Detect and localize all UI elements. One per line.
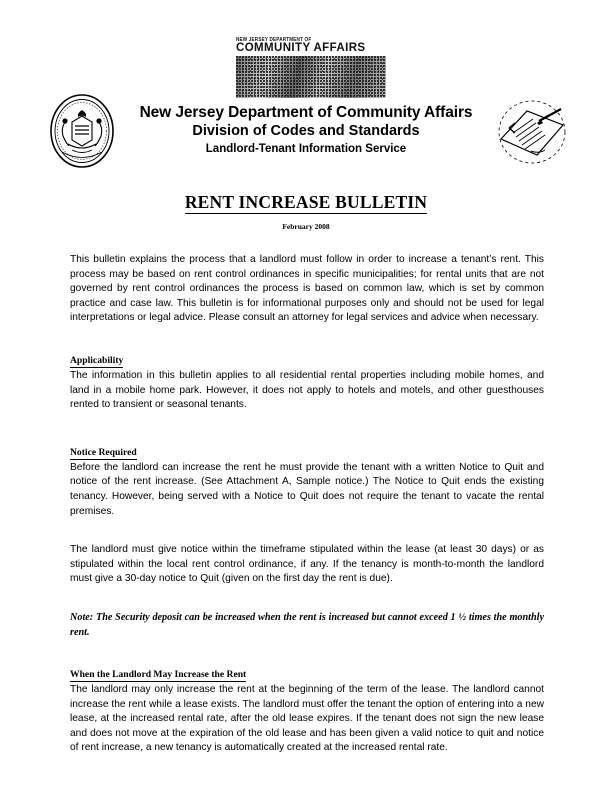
section-heading: Notice Required [70, 446, 137, 458]
agency-service: Landlord-Tenant Information Service [205, 143, 407, 155]
section-notice-required-paragraph-2: The landlord must give notice within the timeframe stipulated within the lease (at least 30 days) or as stipulated within the local rent control ordinance, if any. If the tenancy is month-to-month the landlord must give a 30-day notice to Quit (given on the first day the rent is due). [70, 544, 544, 585]
agency-name: New Jersey Department of Community Affairs [139, 104, 473, 121]
nj-state-seal-icon [48, 92, 116, 170]
section-applicability-paragraph: The information in this bulletin applies to all residential rental properties including mobile homes, and land in a mobile home park. However, it does not apply to hotels and motels, and other guesthouses rented to transient or seasonal tenants. [70, 369, 544, 411]
section-applicability-header [70, 350, 544, 368]
bulletin-title [0, 192, 612, 213]
section-spacer [70, 426, 544, 442]
dca-logo [236, 36, 386, 98]
dca-logo-line1: NEW JERSEY DEPARTMENT OF [236, 36, 312, 43]
lease-signing-illustration-icon [493, 95, 571, 169]
section-spacer [70, 653, 544, 664]
dca-logo-photo-banner [236, 56, 386, 98]
agency-division: Division of Codes and Standards [192, 123, 420, 139]
paragraph-spacer [70, 600, 544, 611]
bulletin-date: February 2008 [282, 222, 330, 231]
security-deposit-note: Note: The Security deposit can be increased when the rent is increased but cannot exceed 1 ½ times the monthly rent. [70, 611, 544, 638]
agency-title-block [120, 103, 492, 158]
section-heading: Applicability [70, 354, 124, 366]
bulletin-title-text: RENT INCREASE BULLETIN [184, 192, 428, 212]
document-body [70, 253, 544, 756]
section-when-increase-paragraph: The landlord may only increase the rent at the beginning of the term of the lease. The landlord cannot increase the rent while a lease exists. The landlord must offer the tenant the option of entering into a new lease, at the increased rental rate, after the old lease expires. If the tenant does not sign the new lease and does not move at the expiration of the old lease and has been given a valid notice to quit and notice of rent increase, a new tenancy is automatically created at the increased rental rate. [70, 684, 544, 754]
paragraph-spacer [70, 532, 544, 543]
section-heading: When the Landlord May Increase the Rent [70, 669, 247, 681]
section-spacer [70, 339, 544, 350]
section-notice-required-paragraph-1: Before the landlord can increase the rent he must provide the tenant with a written Notice to Quit and notice of the rent increase. (See Attachment A, Sample notice.) The Notice to Quit ends the existing tenancy. However, being served with a Notice to Quit does not require the tenant to vacate the rental premises. [70, 461, 544, 517]
section-when-increase-header [70, 664, 544, 682]
intro-paragraph: This bulletin explains the process that a landlord must follow in order to increase a tenant’s rent. This process may be based on rent control ordinances in specific municipalities; for rental units that are not governed by rent control ordinances the process is based on common law, which is set by common practice and case law. This bulletin is for informational purposes only and should not be used for legal interpretations or legal advice. Please consult an attorney for legal services and advice when necessary. [70, 254, 544, 324]
section-notice-required-header [70, 442, 544, 460]
dca-logo-line2: COMMUNITY AFFAIRS [236, 41, 366, 54]
